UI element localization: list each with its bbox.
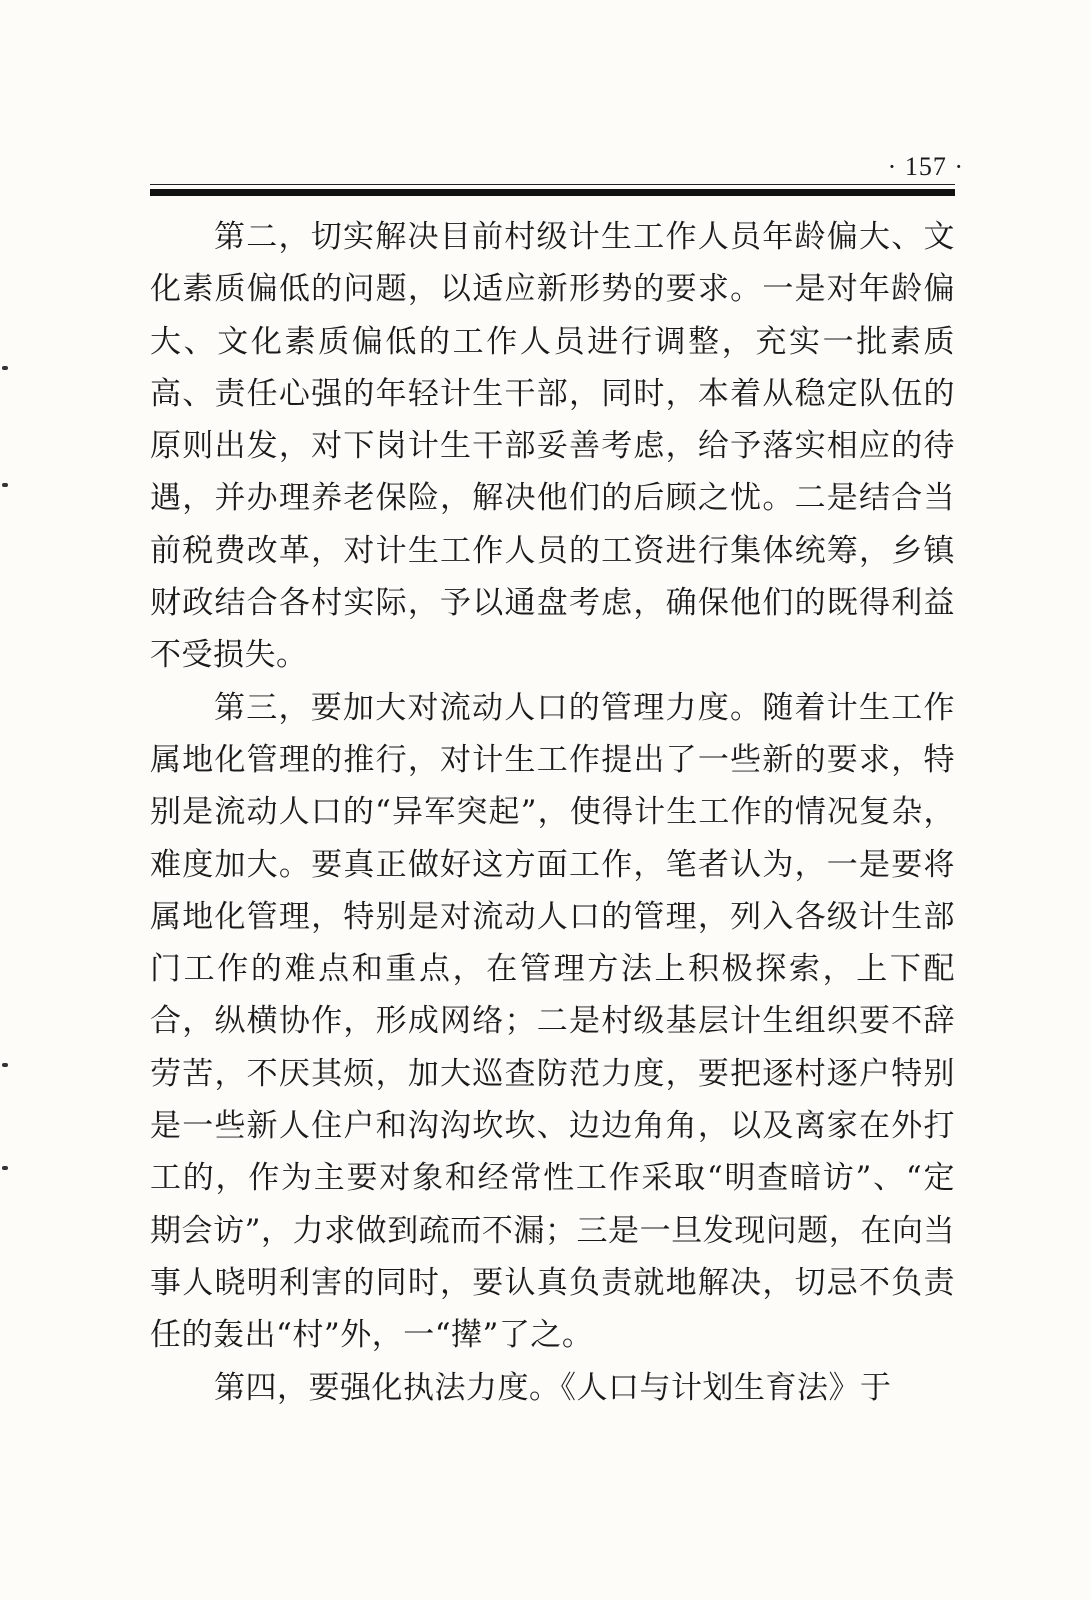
binding-hole-mark bbox=[2, 1166, 8, 1170]
page-body bbox=[150, 211, 955, 1414]
paragraph-third: 第三，要加大对流动人口的管理力度。随着计生工作属地化管理的推行，对计生工作提出了一些新的要求，特别是流动人口的“异军突起”，使得计生工作的情况复杂，难度加大。要真正做好这方面工作，笔者认为，一是要将属地化管理，特别是对流动人口的管理，列入各级计生部门工作的难点和重点，在管理方法上积极探索，上下配合，纵横协作，形成网络；二是村级基层计生组织要不辞劳苦，不厌其烦，加大巡查防范力度，要把逐村逐户特别是一些新人住户和沟沟坎坎、边边角角，以及离家在外打工的，作为主要对象和经常性工作采取“明查暗访”、“定期会访”，力求做到疏而不漏；三是一旦发现问题，在向当事人晓明利害的同时，要认真负责就地解决，切忌不负责任的轰出“村”外，一“撵”了之。 bbox=[150, 689, 955, 1354]
header-rule-thick bbox=[150, 189, 955, 196]
paragraph-second: 第二，切实解决目前村级计生工作人员年龄偏大、文化素质偏低的问题，以适应新形势的要求。一是对年龄偏大、文化素质偏低的工作人员进行调整，充实一批素质高、责任心强的年轻计生干部，同时，本着从稳定队伍的原则出发，对下岗计生干部妥善考虑，给予落实相应的待遇，并办理养老保险，解决他们的后顾之忧。二是结合当前税费改革，对计生工作人员的工资进行集体统筹，乡镇财政结合各村实际，予以通盘考虑，确保他们的既得利益不受损失。 bbox=[150, 219, 955, 674]
page-number: · 157 · bbox=[887, 152, 964, 181]
binding-hole-mark bbox=[2, 1063, 8, 1067]
header-rule-thin bbox=[150, 184, 955, 185]
binding-hole-mark bbox=[2, 366, 8, 370]
paragraph-fourth: 第四，要强化执法力度。《人口与计划生育法》于 bbox=[214, 1369, 892, 1406]
binding-hole-mark bbox=[2, 483, 8, 487]
